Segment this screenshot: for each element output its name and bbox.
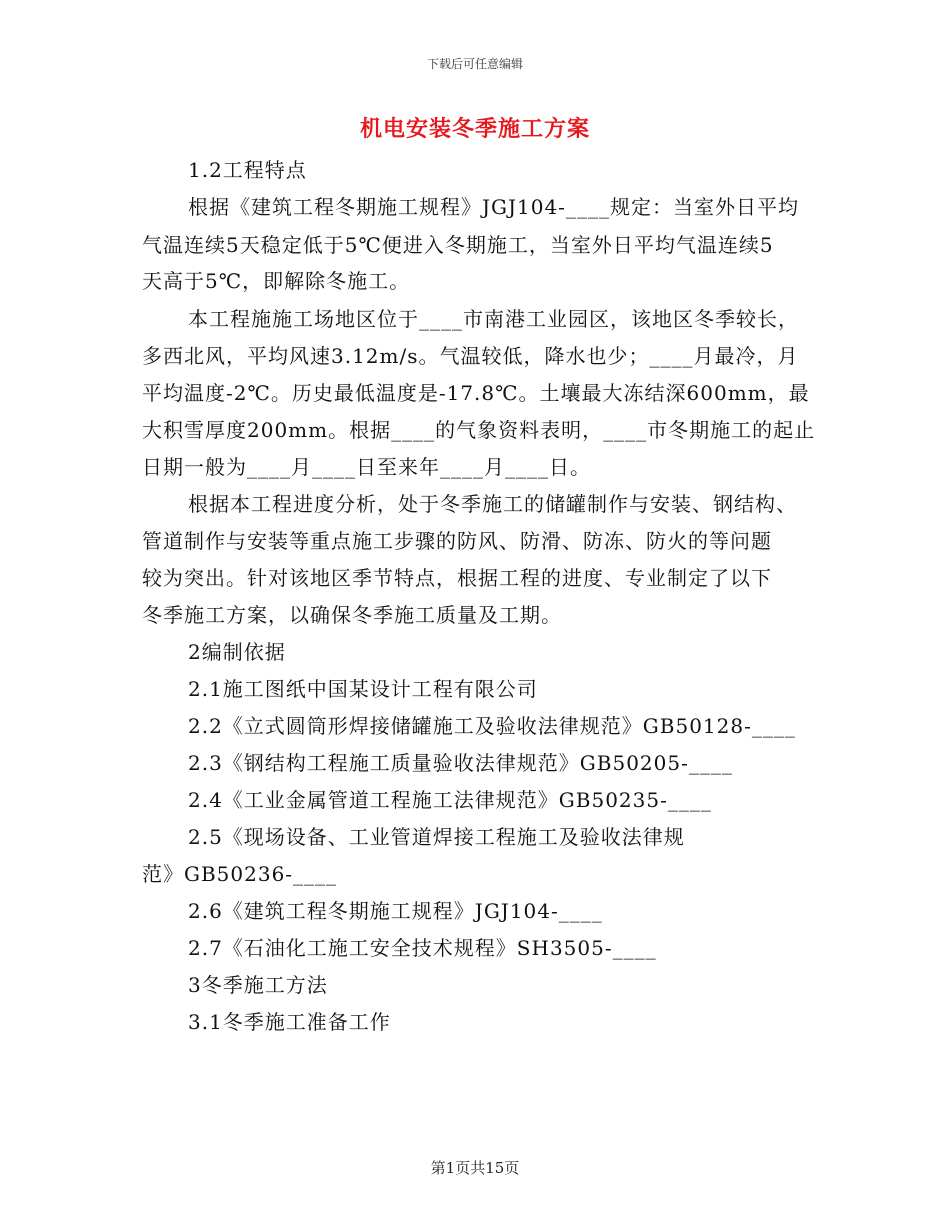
text-line: 大积雪厚度200mm。根据____的气象资料表明，____市冬期施工的起止 bbox=[142, 418, 816, 442]
text-line: 冬季施工方案，以确保冬季施工质量及工期。 bbox=[142, 603, 562, 627]
list-item: 2.6《建筑工程冬期施工规程》JGJ104-____ bbox=[188, 899, 603, 923]
list-item: 2.5《现场设备、工业管道焊接工程施工及验收法律规 bbox=[188, 825, 685, 849]
list-item: 2.7《石油化工施工安全技术规程》SH3505-____ bbox=[188, 936, 657, 960]
list-item: 2.1施工图纸中国某设计工程有限公司 bbox=[188, 677, 538, 701]
text-line: 根据《建筑工程冬期施工规程》JGJ104-____规定：当室外日平均 bbox=[188, 195, 799, 219]
page-title: 机电安装冬季施工方案 bbox=[359, 116, 590, 142]
header-note: 下载后可任意编辑 bbox=[426, 57, 523, 71]
section-heading: 3.1冬季施工准备工作 bbox=[188, 1010, 391, 1034]
section-heading: 1.2工程特点 bbox=[188, 158, 307, 182]
text-line: 管道制作与安装等重点施工步骤的防风、防滑、防冻、防火的等问题 bbox=[142, 529, 772, 553]
text-line: 天高于5℃，即解除冬施工。 bbox=[142, 269, 411, 293]
text-line: 多西北风，平均风速3.12m/s。气温较低，降水也少；____月最冷，月 bbox=[142, 344, 799, 368]
page-footer: 第1页共15页 bbox=[430, 1159, 520, 1177]
list-item: 2.2《立式圆筒形焊接储罐施工及验收法律规范》GB50128-____ bbox=[188, 714, 796, 738]
list-item-continuation: 范》GB50236-____ bbox=[142, 862, 338, 886]
section-heading: 2编制依据 bbox=[188, 640, 286, 664]
text-line: 气温连续5天稳定低于5℃便进入冬期施工，当室外日平均气温连续5 bbox=[142, 233, 774, 257]
section-heading: 3冬季施工方法 bbox=[188, 973, 328, 997]
text-line: 本工程施施工场地区位于____市南港工业园区，该地区冬季较长， bbox=[188, 307, 799, 331]
list-item: 2.4《工业金属管道工程施工法律规范》GB50235-____ bbox=[188, 788, 712, 812]
text-line: 根据本工程进度分析，处于冬季施工的储罐制作与安装、钢结构、 bbox=[188, 492, 797, 516]
text-line: 较为突出。针对该地区季节特点，根据工程的进度、专业制定了以下 bbox=[142, 566, 772, 590]
list-item: 2.3《钢结构工程施工质量验收法律规范》GB50205-____ bbox=[188, 751, 733, 775]
text-line: 平均温度-2℃。历史最低温度是-17.8℃。土壤最大冻结深600mm，最 bbox=[142, 381, 810, 405]
text-line: 日期一般为____月____日至来年____月____日。 bbox=[142, 455, 591, 479]
